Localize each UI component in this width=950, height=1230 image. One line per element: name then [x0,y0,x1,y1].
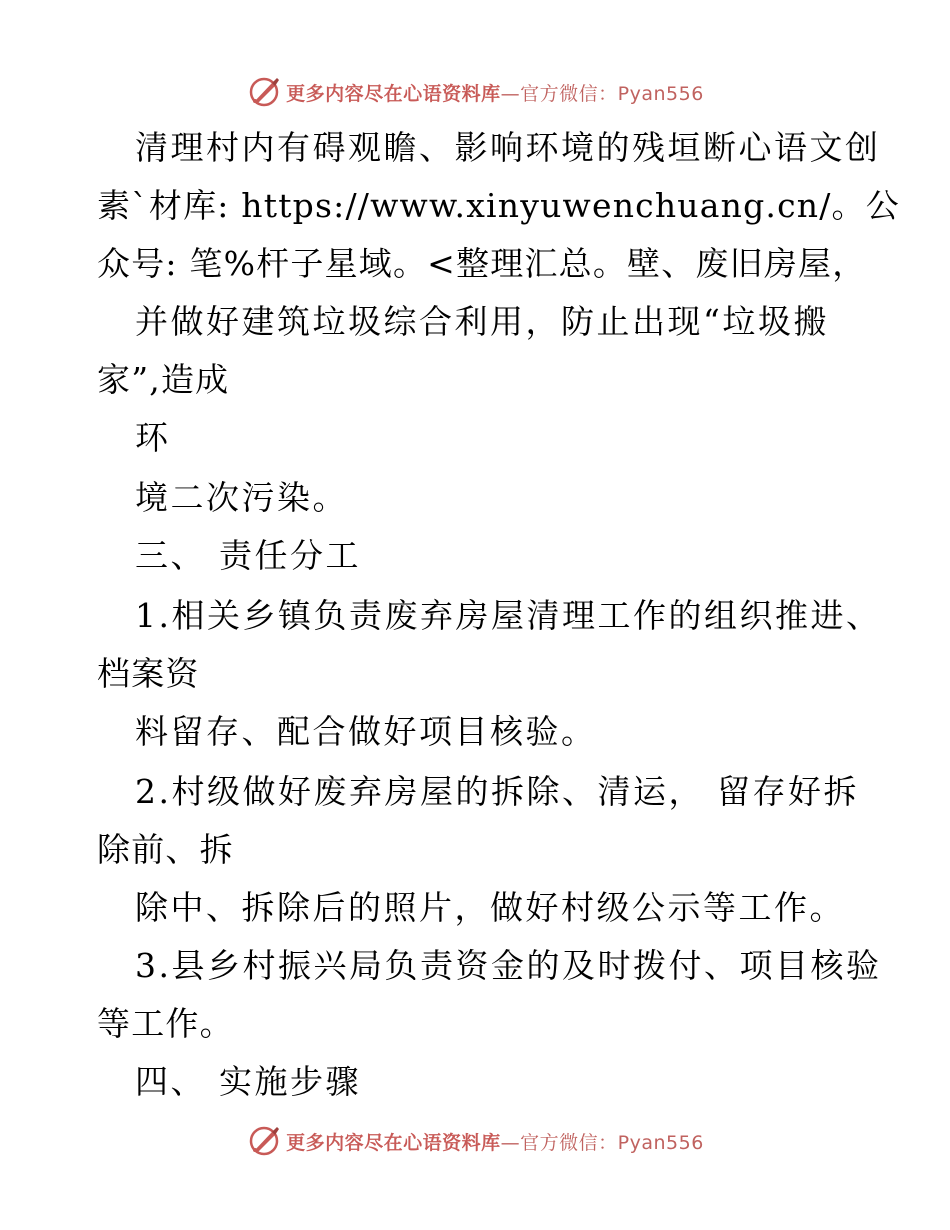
text-line: 3.县乡村振兴局负责资金的及时拨付、项目核验 [135,946,882,985]
text-line: 环 [135,418,171,457]
quill-pen-circle-icon [246,1123,282,1159]
watermark-text: 更多内容尽在心语资料库—官方微信：Pyan556 [286,82,704,105]
header-watermark [0,72,950,112]
text-line: 境二次污染。 [135,478,348,517]
text-line: 清理村内有碍观瞻、影响环境的残垣断心语文创 [135,128,881,167]
text-line: 2.村级做好废弃房屋的拆除、清运， 留存好拆 [135,772,859,811]
text-line: 并做好建筑垃圾综合利用，防止出现“垃圾搬 [135,302,829,341]
text-line: 素`材库: https://www.xinyuwenchuang.cn/。公 [97,186,900,225]
text-line: 除前、拆 [97,830,234,869]
text-line: 除中、拆除后的照片，做好村级公示等工作。 [135,888,845,927]
footer-watermark [0,1121,950,1161]
section-heading: 四、 实施步骤 [135,1062,361,1101]
text-line: 众号: 笔%杆子星域。<整理汇总。壁、废旧房屋， [97,244,867,283]
quill-pen-circle-icon [246,74,282,110]
text-line: 料留存、配合做好项目核验。 [135,712,597,751]
watermark-text: 更多内容尽在心语资料库—官方微信：Pyan556 [286,1131,704,1154]
section-heading: 三、 责任分工 [135,536,361,575]
text-line: 等工作。 [97,1004,234,1043]
text-line: 家”,造成 [97,360,230,399]
text-line: 档案资 [97,654,200,693]
text-line: 1.相关乡镇负责废弃房屋清理工作的组织推进、 [135,596,882,635]
